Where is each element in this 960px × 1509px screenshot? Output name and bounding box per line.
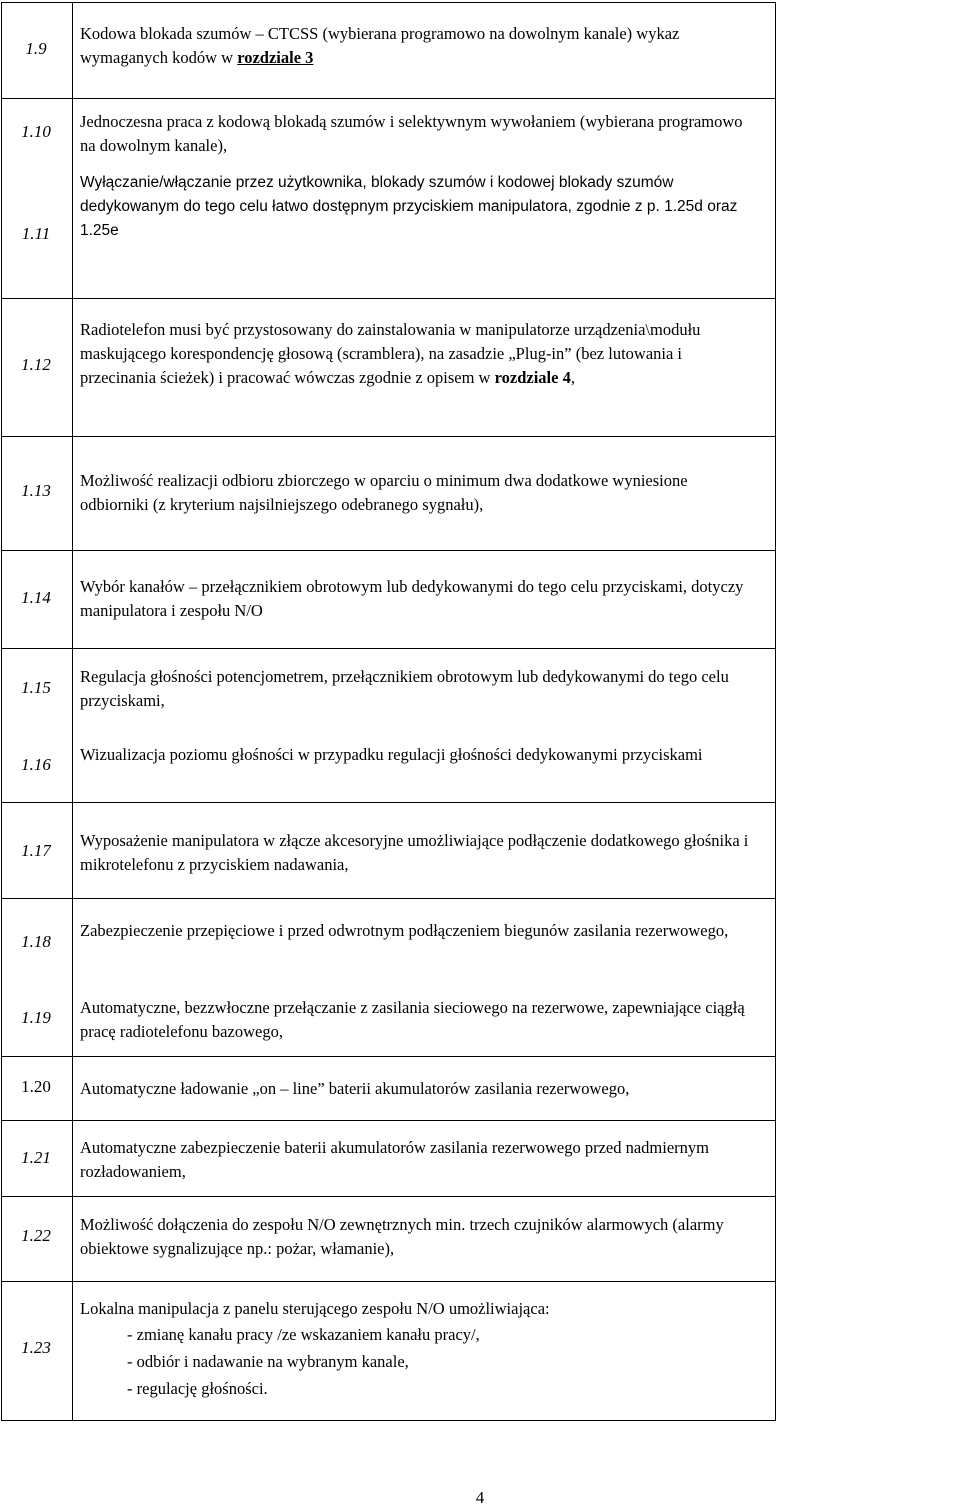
item-number: 1.21: [21, 1148, 51, 1167]
row-divider: [1, 1196, 775, 1197]
item-text: Automatyczne ładowanie „on – line” baterii akumulatorów zasilania rezerwowego,: [80, 1079, 630, 1098]
item-text-body: Kodowa blokada szumów – CTCSS (wybierana programowo na dowolnym kanale) wykaz wymaganych kodów w: [80, 24, 680, 67]
item-text: Zabezpieczenie przepięciowe i przed odwrotnym podłączeniem biegunów zasilania rezerwowego,: [80, 921, 729, 940]
item-number: 1.10: [21, 122, 51, 141]
item-text-body: Lokalna manipulacja z panelu sterującego zespołu N/O umożliwiająca:: [80, 1299, 550, 1318]
item-text: Wybór kanałów – przełącznikiem obrotowym lub dedykowanymi do tego celu przyciskami, dotyczy manipulatora i zespołu N/O: [80, 577, 744, 620]
row-divider: [1, 648, 775, 649]
row-divider: [1, 898, 775, 899]
row-divider: [1, 802, 775, 803]
item-text: Automatyczne zabezpieczenie baterii akumulatorów zasilania rezerwowego przed nadmiernym rozładowaniem,: [80, 1138, 709, 1181]
item-text: [80, 318, 760, 390]
row-divider: [1, 298, 775, 299]
column-divider-2: [775, 2, 776, 1421]
row-divider: [1, 1281, 775, 1282]
item-text-reference: rozdziale 3: [237, 48, 314, 67]
item-text: Wizualizacja poziomu głośności w przypadku regulacji głośności dedykowanymi przyciskami: [80, 745, 703, 764]
table-border-left: [1, 2, 2, 1421]
row-divider: [1, 1120, 775, 1121]
item-text: Regulacja głośności potencjometrem, przełącznikiem obrotowym lub dedykowanymi do tego celu przyciskami,: [80, 667, 729, 710]
item-text: Jednoczesna praca z kodową blokadą szumów i selektywnym wywołaniem (wybierana programowo na dowolnym kanale),: [80, 112, 743, 155]
item-number: 1.11: [21, 224, 51, 243]
table-border-bottom: [1, 1420, 775, 1421]
column-divider: [72, 2, 73, 1421]
page-number: 4: [475, 1488, 485, 1507]
item-number: 1.16: [21, 755, 51, 774]
item-text-reference: rozdziale 4: [494, 368, 571, 387]
item-text: [80, 22, 760, 70]
item-text: [80, 1297, 760, 1402]
item-number: 1.14: [21, 588, 51, 607]
sub-list-item: - regulację głośności.: [127, 1379, 268, 1398]
item-text: Wyposażenie manipulatora w złącze akcesoryjne umożliwiające podłączenie dodatkowego głośnika i mikrotelefonu z przyciskiem nadawania,: [80, 831, 749, 874]
item-text: Automatyczne, bezzwłoczne przełączanie z zasilania sieciowego na rezerwowe, zapewniające ciągłą pracę radiotelefonu bazowego,: [80, 998, 745, 1041]
item-text: Możliwość dołączenia do zespołu N/O zewnętrznych min. trzech czujników alarmowych (alarmy obiektowe sygnalizujące np.: pożar, włamanie),: [80, 1215, 724, 1258]
sub-list: [80, 1321, 760, 1402]
table-border-top: [1, 2, 775, 3]
row-divider: [1, 1056, 775, 1057]
row-divider: [1, 550, 775, 551]
item-text: Wyłączanie/włączanie przez użytkownika, blokady szumów i kodowej blokady szumów dedykowanym do tego celu łatwo dostępnym przyciskiem manipulatora, zgodnie z p. 1.25d oraz 1.25e: [80, 174, 738, 239]
item-number: 1.19: [21, 1008, 51, 1027]
item-number: 1.18: [21, 932, 51, 951]
item-number: 1.9: [25, 39, 47, 58]
row-divider: [1, 436, 775, 437]
sub-list-item: - odbiór i nadawanie na wybranym kanale,: [127, 1352, 409, 1371]
item-number: 1.22: [21, 1226, 51, 1245]
item-text-body: Radiotelefon musi być przystosowany do zainstalowania w manipulatorze urządzenia\modułu maskującego korespondencję głosową (scramblera), na zasadzie „Plug-in” (bez lutowania i przecinania ścieżek) i pracować wówczas zgodnie z opisem w: [80, 320, 701, 387]
sub-list-item: - zmianę kanału pracy /ze wskazaniem kanału pracy/,: [127, 1325, 480, 1344]
item-text-punct: ,: [570, 368, 575, 387]
item-number: 1.12: [21, 355, 51, 374]
item-number: 1.17: [21, 841, 51, 860]
item-text: Możliwość realizacji odbioru zbiorczego w oparciu o minimum dwa dodatkowe wyniesione odbiorniki (z kryterium najsilniejszego odebranego sygnału),: [80, 471, 688, 514]
item-number: 1.13: [21, 481, 51, 500]
row-divider: [1, 98, 775, 99]
item-number: 1.20: [21, 1077, 51, 1096]
item-number: 1.15: [21, 678, 51, 697]
item-number: 1.23: [21, 1338, 51, 1357]
